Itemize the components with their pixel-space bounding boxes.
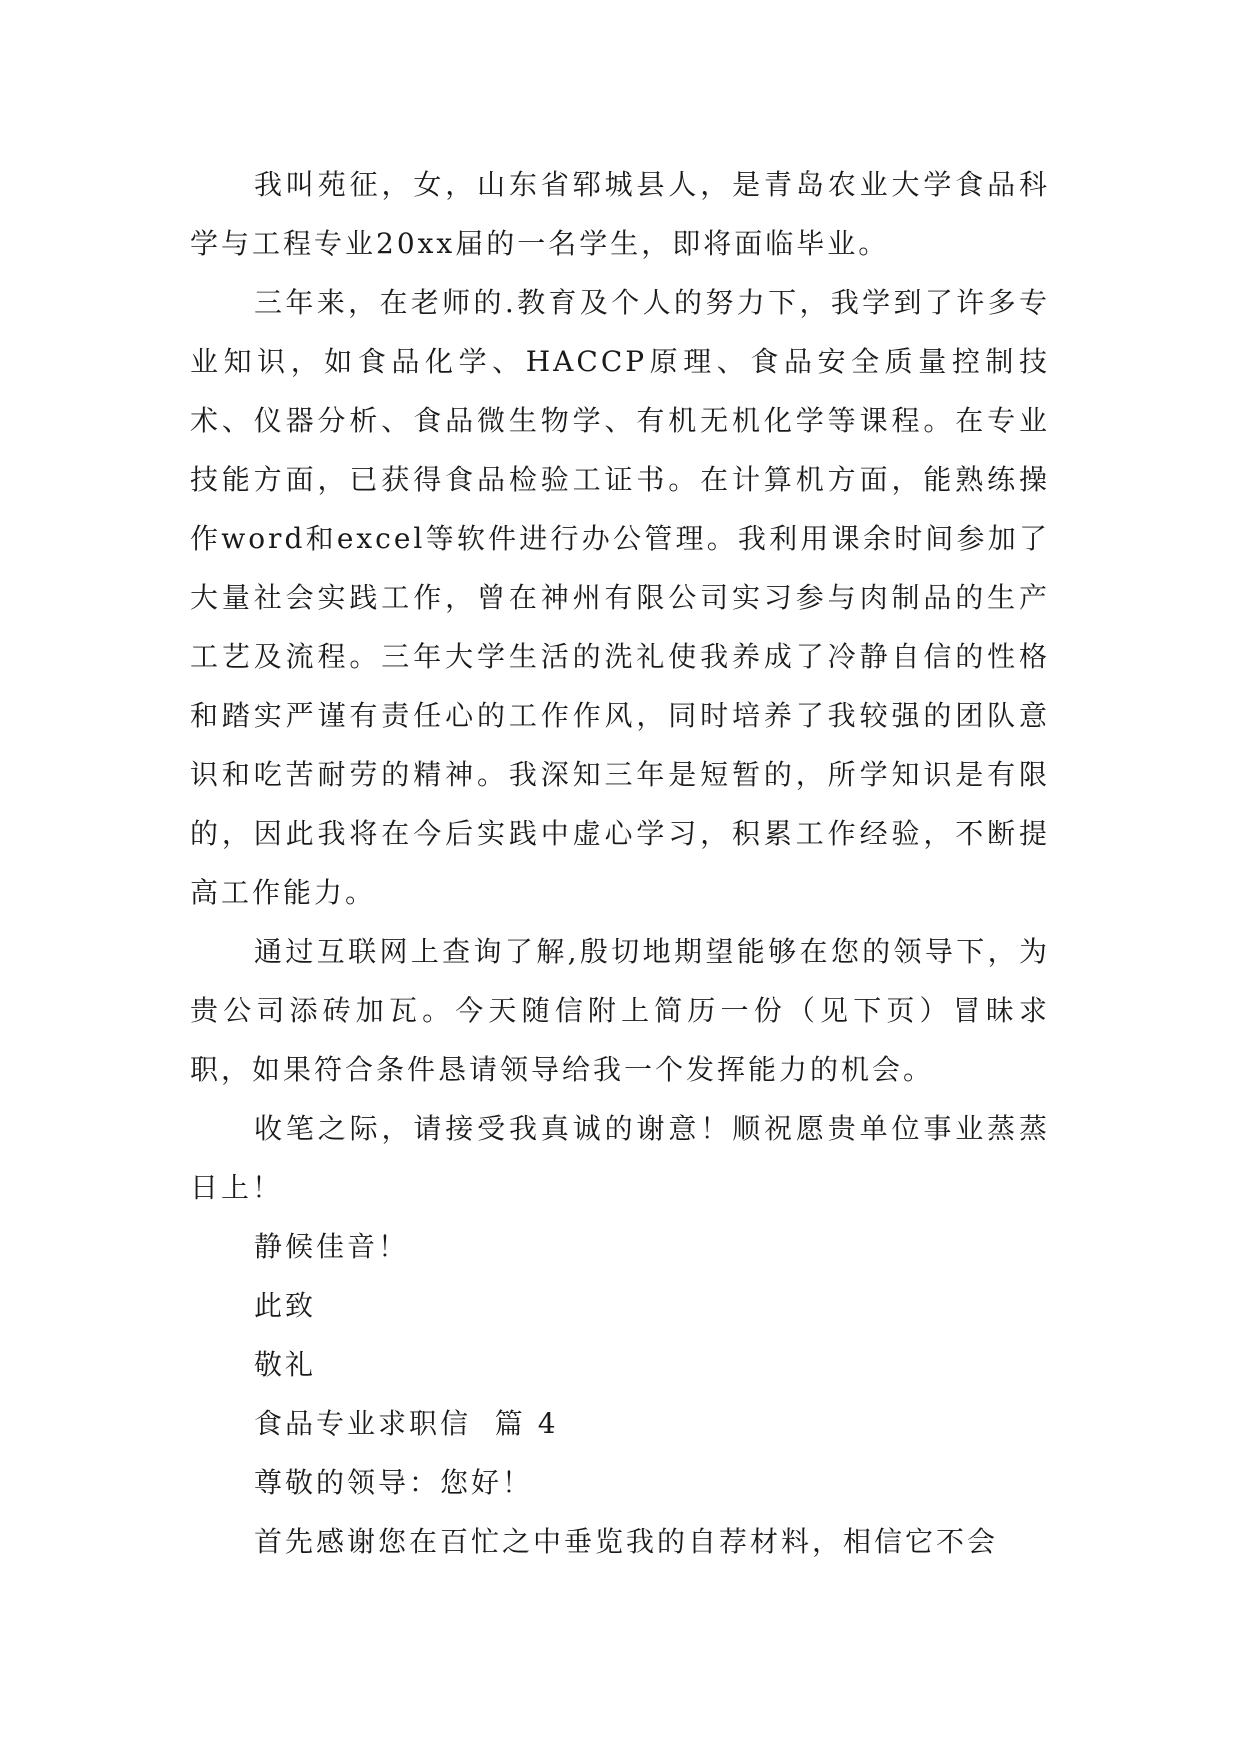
paragraph-application: 通过互联网上查询了解,殷切地期望能够在您的领导下，为贵公司添砖加瓦。今天随信附上简历一份（见下页）冒昧求职，如果符合条件恳请领导给我一个发挥能力的机会。 [190, 935, 1050, 1086]
paragraph-intro: 我叫苑征，女，山东省郓城县人，是青岛农业大学食品科学与工程专业20xx届的一名学生，即将面临毕业。 [190, 168, 1050, 260]
closing-to: 此致 [254, 1289, 317, 1322]
paragraph-thanks: 收笔之际，请接受我真诚的谢意！顺祝愿贵单位事业蒸蒸日上！ [190, 1112, 1050, 1204]
greeting: 尊敬的领导：您好！ [254, 1466, 534, 1499]
section-title: 食品专业求职信 篇 4 [254, 1407, 559, 1440]
document-body [190, 155, 1050, 1571]
opening-line: 首先感谢您在百忙之中垂览我的自荐材料，相信它不会 [254, 1525, 999, 1558]
closing-wait: 静候佳音！ [254, 1230, 410, 1263]
closing-salute: 敬礼 [254, 1348, 317, 1381]
paragraph-experience: 三年来，在老师的.教育及个人的努力下，我学到了许多专业知识，如食品化学、HACCP原理、食品安全质量控制技术、仪器分析、食品微生物学、有机无机化学等课程。在专业技能方面，已获得食品检验工证书。在计算机方面，能熟练操作word和excel等软件进行办公管理。我利用课余时间参加了大量社会实践工作，曾在神州有限公司实习参与肉制品的生产工艺及流程。三年大学生活的洗礼使我养成了冷静自信的性格和踏实严谨有责任心的工作作风，同时培养了我较强的团队意识和吃苦耐劳的精神。我深知三年是短暂的，所学知识是有限的，因此我将在今后实践中虚心学习，积累工作经验，不断提高工作能力。 [190, 286, 1050, 909]
